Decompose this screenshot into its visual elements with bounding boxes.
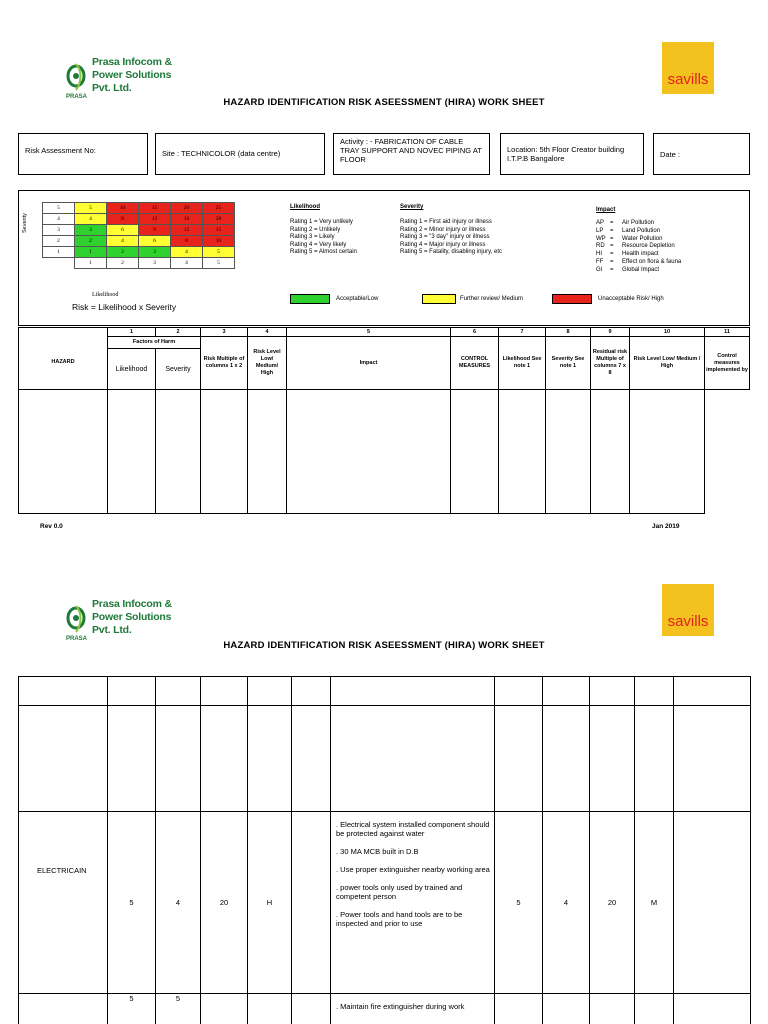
matrix-likelihood-value: 5 [203,258,235,269]
page2-blank-row [19,706,751,812]
risk-formula: Risk = Likelihood x Severity [72,302,177,312]
likelihood-legend [290,204,357,257]
date-label: Date : [660,150,681,159]
legend-yellow-swatch [422,294,456,304]
impact-code: WP [596,235,606,242]
control-measure-4: . power tools only used by trained and competent person [336,883,463,901]
logo-line-1: Prasa Infocom & [92,56,172,68]
matrix-cell: 12 [139,214,171,225]
site-label: Site : TECHNICOLOR (data centre) [162,149,281,158]
matrix-row [43,247,235,258]
factors-of-harm-header: Factors of Harm [108,337,201,349]
impact-code: LP [596,227,604,234]
col-num-10: 10 [630,328,705,337]
prasa-logo-icon [64,60,90,96]
legend-item: Rating 3 = Likely [290,234,335,240]
matrix-cell: 2 [107,247,139,258]
col-num-3: 3 [201,328,248,337]
matrix-cell: 4 [171,247,203,258]
logo-prasa-small: PRASA [66,94,88,100]
matrix-cell: 10 [203,236,235,247]
col-num-6: 6 [451,328,499,337]
risk-assessment-no-label: Risk Assessment No: [25,146,96,155]
matrix-likelihood-value: 3 [139,258,171,269]
severity-header: Severity [156,349,201,390]
control-measure-3: . Use proper extinguisher nearby working area [336,865,490,874]
residual-risk-header: Residual risk Multiple of columns 7 x 8 [591,337,630,390]
matrix-cell: 9 [139,225,171,236]
risk-assessment-no-box [18,133,148,175]
matrix-severity-value: 3 [43,225,75,236]
hazard-header: HAZARD [19,337,108,390]
matrix-cell: 20 [203,214,235,225]
impact-item [596,251,681,259]
impact-desc: Global Impact [622,266,660,273]
likelihood-axis-label: Likelihood [92,292,119,298]
risk-matrix [42,202,235,269]
site-box [155,133,325,175]
col-num-9: 9 [591,328,630,337]
impact-code: AP [596,220,605,226]
matrix-row [43,225,235,236]
severity-legend [400,204,502,257]
col-num-4: 4 [248,328,287,337]
matrix-severity-value: 1 [43,247,75,258]
risk-multiple-cell: 20 [201,812,248,994]
matrix-cell: 8 [107,214,139,225]
impact-equals: = [610,243,614,250]
table-row [19,812,751,994]
matrix-likelihood-value: 1 [75,258,107,269]
hira-header-table [18,327,750,514]
page2-header-row [19,677,751,706]
matrix-likelihood-value: 2 [107,258,139,269]
impact-equals: = [610,251,614,258]
matrix-cell: 4 [75,214,107,225]
savills-logo-text: savills [667,71,709,88]
impact-desc: Air Pollution [622,220,655,226]
impact-code: GI [596,266,603,273]
matrix-cell: 1 [75,247,107,258]
matrix-cell: 12 [171,225,203,236]
column-number-row [19,328,750,337]
impact-header: Impact [287,337,451,390]
matrix-cell: 25 [203,203,235,214]
matrix-likelihood-value: 4 [171,258,203,269]
hira-table-page-2 [18,676,751,1024]
impact-item [596,236,681,244]
col-num-5: 5 [287,328,451,337]
matrix-severity-value: 5 [43,203,75,214]
matrix-cell: 15 [203,225,235,236]
impact-desc: Water Pollution [622,235,663,242]
savills-logo-2-text: savills [667,613,709,630]
matrix-row [43,236,235,247]
impact-legend-title: Impact [596,207,616,213]
matrix-cell: 2 [75,236,107,247]
control-measure-1: . Electrical system installed component should be protected against water [336,820,490,838]
impact-item [596,259,681,267]
risk-level-cell: H [248,812,292,994]
impact-item [596,228,681,236]
prasa-logo-icon-2 [64,602,90,638]
impact-equals: = [610,266,614,273]
impact-desc: Health impact [622,251,659,258]
severity-legend-title: Severity [400,204,424,210]
residual-risk-cell: 20 [590,812,635,994]
col-num-11: 11 [705,328,750,337]
matrix-cell: 6 [139,236,171,247]
severity-axis-label: Severity [22,213,28,233]
risk-multiple-header: Risk Multiple of columns 1 x 2 [201,337,248,390]
control-measure-5: . Power tools and hand tools are to be inspected and prior to use [336,910,463,928]
legend-item: Rating 4 = Very likely [290,241,347,248]
risk-level-2-header: Risk Level Low/ Medium / High [630,337,705,390]
matrix-cell: 5 [75,203,107,214]
impact-item [596,267,681,275]
impact-equals: = [610,258,614,265]
col-num-7: 7 [499,328,546,337]
severity-cell: 4 [156,812,201,994]
impact-item [596,220,681,228]
activity-box [333,133,490,175]
footer-date: Jan 2019 [652,523,680,530]
legend-item: Rating 4 = Major injury or illness [400,241,486,248]
legend-item: Rating 5 = Almost certain [290,249,357,255]
col-num-2: 2 [156,328,201,337]
legend-item: Rating 1 = Very unlikely [290,219,353,225]
logo2-line-3: Pvt. Ltd. [92,624,132,636]
matrix-cell: 10 [107,203,139,214]
matrix-cell: 3 [75,225,107,236]
control-measures-header: CONTROL MEASURES [451,337,499,390]
logo-line-3: Pvt. Ltd. [92,82,132,94]
matrix-cell: 16 [171,214,203,225]
matrix-cell: 3 [139,247,171,258]
impact-legend [596,207,681,275]
legend-green-label: Acceptable/Low [336,296,379,302]
risk-level-header: Risk Level Low/ Medium/ High [248,337,287,390]
severity-note-header: Severity See note 1 [546,337,591,390]
row2-control-measures-cell [331,994,495,1024]
legend-item: Rating 1 = First aid injury or illness [400,219,492,225]
likelihood-note-header: Likelihood See note 1 [499,337,546,390]
matrix-row [43,214,235,225]
date-box [653,133,750,175]
likelihood-cell: 5 [108,812,156,994]
matrix-cell: 5 [203,247,235,258]
matrix-cell: 4 [107,236,139,247]
savills-logo-2 [662,584,714,636]
page-2-title: HAZARD IDENTIFICATION RISK ASEESSMENT (HIRA) WORK SHEET [223,640,545,651]
table-row [19,994,751,1024]
row2-control-measure-1: . Maintain fire extinguisher during work [336,1002,465,1011]
legend-item: Rating 3 = "3 day" injury or illness [400,234,490,240]
col-num-1: 1 [108,328,156,337]
matrix-cell: 6 [107,225,139,236]
control-measures-cell [331,812,495,994]
residual-severity-cell: 4 [543,812,590,994]
hazard-cell: ELECTRICAIN [19,812,108,994]
impact-code: FF [596,258,604,265]
impact-equals: = [610,227,614,234]
logo2-line-1: Prasa Infocom & [92,598,172,610]
impact-desc: Resource Depletion [622,243,675,250]
likelihood-legend-title: Likelihood [290,204,320,210]
likelihood-header: Likelihood [108,349,156,390]
matrix-severity-value: 4 [43,214,75,225]
matrix-cell: 8 [171,236,203,247]
matrix-row [43,203,235,214]
legend-item: Rating 2 = Minor injury or illness [400,226,486,233]
activity-label: Activity : - FABRICATION OF CABLE TRAY SUPPORT AND NOVEC PIPING AT FLOOR [340,137,482,164]
row2-severity-cell: 5 [156,994,201,1024]
empty-data-row [19,390,750,514]
impact-item [596,243,681,251]
residual-level-cell: M [635,812,674,994]
matrix-likelihood-axis [43,258,235,269]
matrix-severity-value: 2 [43,236,75,247]
legend-red-label: Unacceptable Risk/ High [598,296,664,302]
prasa-logo-2 [64,598,174,646]
legend-green-swatch [290,294,330,304]
legend-yellow-label: Further review/ Medium [460,296,524,302]
legend-red-swatch [552,294,592,304]
location-label: Location: 5th Floor Creator building I.T.P.B Bangalore [507,145,625,163]
legend-item: Rating 5 = Fatality, disabling injury, etc [400,249,502,255]
impact-equals: = [610,235,614,242]
control-measure-2: . 30 MA MCB built in D.B [336,847,419,856]
savills-logo [662,42,714,94]
implemented-by-header: Control measures implemented by [705,337,750,390]
legend-item: Rating 2 = Unlikely [290,226,341,233]
matrix-cell: 20 [171,203,203,214]
matrix-cell: 15 [139,203,171,214]
col-num-8: 8 [546,328,591,337]
page-title: HAZARD IDENTIFICATION RISK ASEESSMENT (HIRA) WORK SHEET [223,97,545,108]
impact-desc: Effect on flora & fauna [622,258,682,265]
location-box [500,133,644,175]
logo-line-2: Power Solutions [92,69,172,81]
impact-desc: Land Pollution [622,227,661,234]
row2-likelihood-cell: 5 [108,994,156,1024]
revision-label: Rev 0.0 [40,523,63,530]
impact-code: HI [596,251,602,258]
impact-equals: = [610,220,614,226]
logo2-line-2: Power Solutions [92,611,172,623]
residual-likelihood-cell: 5 [495,812,543,994]
logo2-prasa-small: PRASA [66,636,88,642]
impact-code: RD [596,243,605,250]
